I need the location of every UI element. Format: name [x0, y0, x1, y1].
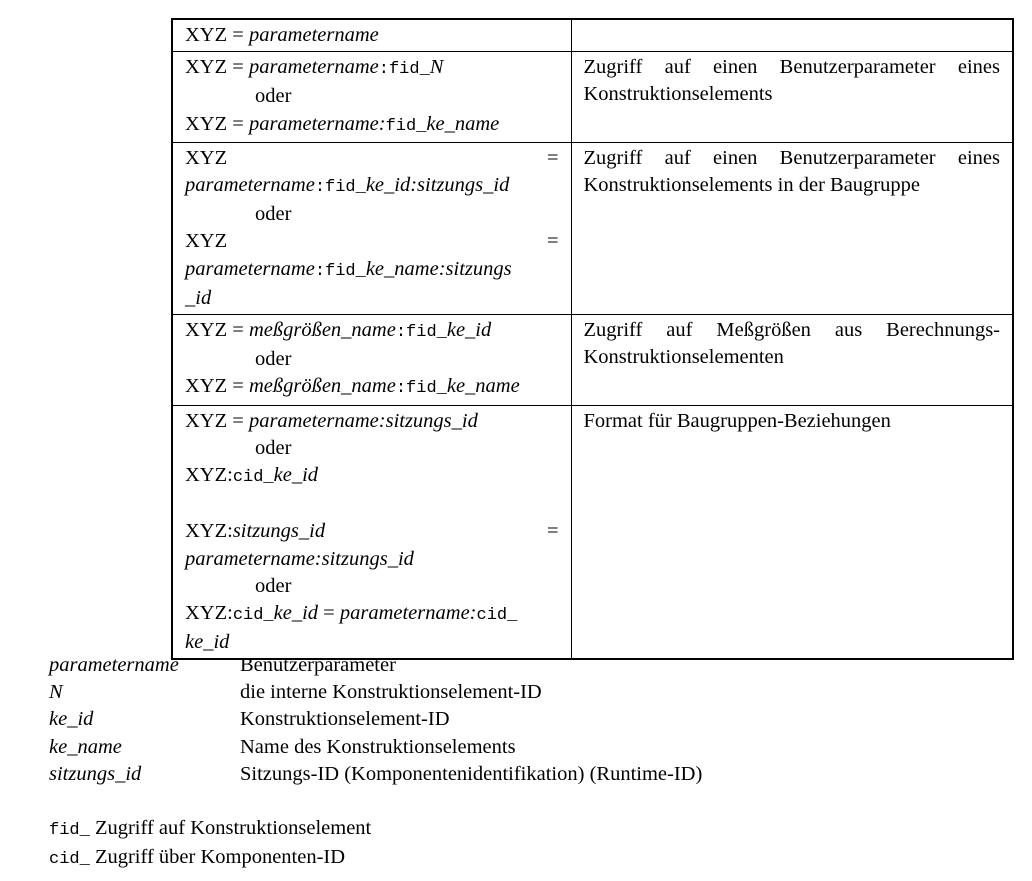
legend-term: sitzungs_id: [49, 762, 142, 785]
legend-item: [49, 734, 702, 761]
table-row: [172, 19, 1013, 52]
syntax-text: XYZ:: [185, 464, 233, 487]
note-text: Zugriff auf Konstruktionselement: [89, 817, 372, 839]
syntax-italic: _id: [185, 286, 212, 309]
table-row: [172, 405, 1013, 659]
syntax-text: =: [546, 146, 559, 169]
legend-definition: Benutzerparameter: [240, 654, 396, 676]
syntax-text: XYZ =: [185, 375, 249, 398]
syntax-italic: ke_name: [426, 112, 500, 135]
syntax-code: cid_: [232, 606, 274, 626]
syntax-code: cid_: [232, 468, 274, 488]
syntax-text: =: [318, 602, 340, 625]
syntax-text: XYZ:: [185, 602, 233, 625]
syntax-text: XYZ =: [185, 112, 249, 135]
description-text: Zugriff auf Meßgrößen aus Berechnungs-Konstruktionselementen: [583, 319, 1000, 369]
syntax-code: cid_: [476, 606, 518, 626]
legend-term: parametername: [49, 654, 179, 676]
oder-text: oder: [255, 203, 292, 226]
description-text: Zugriff auf einen Benutzerparameter eines Konstruktionselements: [583, 56, 1000, 106]
note-text: Zugriff über Komponenten-ID: [89, 846, 346, 869]
note-code: fid_: [49, 821, 90, 840]
syntax-italic: N: [429, 56, 444, 79]
description-cell: [571, 142, 1013, 314]
table-row: [172, 52, 1013, 143]
description-cell: [571, 405, 1013, 659]
syntax-code: :fid_: [314, 178, 366, 198]
legend-list: [49, 652, 702, 788]
description-text: Format für Baugruppen-Beziehungen: [583, 409, 891, 432]
oder-text: oder: [255, 348, 292, 371]
note-item: [49, 844, 371, 873]
syntax-text: =: [546, 520, 559, 543]
syntax-code: fid_: [385, 116, 427, 136]
legend-item: [49, 706, 702, 733]
syntax-italic: ke_id: [185, 631, 230, 654]
table-row: [172, 142, 1013, 314]
syntax-italic: ke_name: [446, 375, 520, 398]
syntax-italic: parametername: [185, 257, 315, 280]
legend-definition: Konstruktionselement-ID: [240, 708, 450, 731]
syntax-italic: parametername: [248, 24, 379, 46]
syntax-italic: parametername: [185, 174, 315, 197]
syntax-italic: meßgrößen_name: [248, 319, 396, 342]
syntax-italic: ke_id: [273, 602, 319, 625]
syntax-cell: [172, 315, 571, 406]
syntax-code: :fid_: [314, 261, 366, 281]
legend-item: [49, 679, 702, 706]
syntax-cell: [172, 19, 571, 52]
syntax-italic: :sitzungs: [438, 257, 512, 280]
syntax-code: :fid_: [395, 323, 447, 343]
syntax-text: XYZ =: [185, 56, 249, 79]
syntax-italic: parametername:sitzungs_id: [248, 409, 478, 432]
syntax-code: :fid_: [378, 60, 430, 80]
legend-definition: Name des Konstruktionselements: [240, 735, 516, 758]
syntax-text: XYZ:: [185, 520, 233, 543]
oder-text: oder: [255, 436, 292, 459]
legend-definition: Sitzungs-ID (Komponentenidentifikation) (Runtime-ID): [240, 762, 703, 785]
blank-line: [185, 491, 559, 518]
syntax-code: :fid_: [395, 379, 447, 399]
syntax-cell: [172, 52, 571, 143]
description-text: Zugriff auf einen Benutzerparameter eines Konstruktionselements in der Baugruppe: [583, 146, 1000, 197]
syntax-text: XYZ =: [185, 319, 249, 342]
syntax-italic: ke_name: [365, 257, 439, 280]
syntax-cell: [172, 142, 571, 314]
note-code: cid_: [49, 850, 90, 870]
description-cell: [571, 52, 1013, 143]
syntax-italic: :sitzungs_id: [410, 174, 510, 197]
syntax-text: =: [546, 230, 559, 253]
syntax-italic: parametername:: [248, 112, 386, 135]
legend-item: [49, 652, 702, 679]
syntax-italic: ke_id: [446, 319, 492, 342]
syntax-text: XYZ: [185, 230, 228, 253]
syntax-italic: parametername:: [339, 602, 477, 625]
prefix-notes: [49, 815, 371, 873]
syntax-italic: ke_id: [365, 174, 411, 197]
syntax-italic: parametername:sitzungs_id: [185, 547, 414, 570]
oder-text: oder: [255, 85, 292, 108]
syntax-cell: [172, 405, 571, 659]
note-item: [49, 815, 371, 844]
syntax-text: XYZ =: [185, 409, 249, 432]
syntax-text: XYZ =: [185, 24, 249, 46]
description-cell: [571, 315, 1013, 406]
description-cell: [571, 19, 1013, 52]
syntax-table: [171, 18, 1014, 660]
legend-term: N: [49, 681, 63, 704]
legend-term: ke_name: [49, 735, 122, 758]
legend-definition: die interne Konstruktionselement-ID: [240, 681, 542, 704]
legend-term: ke_id: [49, 708, 94, 731]
syntax-italic: parametername: [248, 56, 379, 79]
syntax-italic: ke_id: [273, 464, 319, 487]
oder-text: oder: [255, 574, 292, 597]
syntax-italic: sitzungs_id: [232, 520, 326, 543]
table-row: [172, 315, 1013, 406]
syntax-text: XYZ: [185, 146, 228, 169]
syntax-italic: meßgrößen_name: [248, 375, 396, 398]
legend-item: [49, 761, 702, 788]
